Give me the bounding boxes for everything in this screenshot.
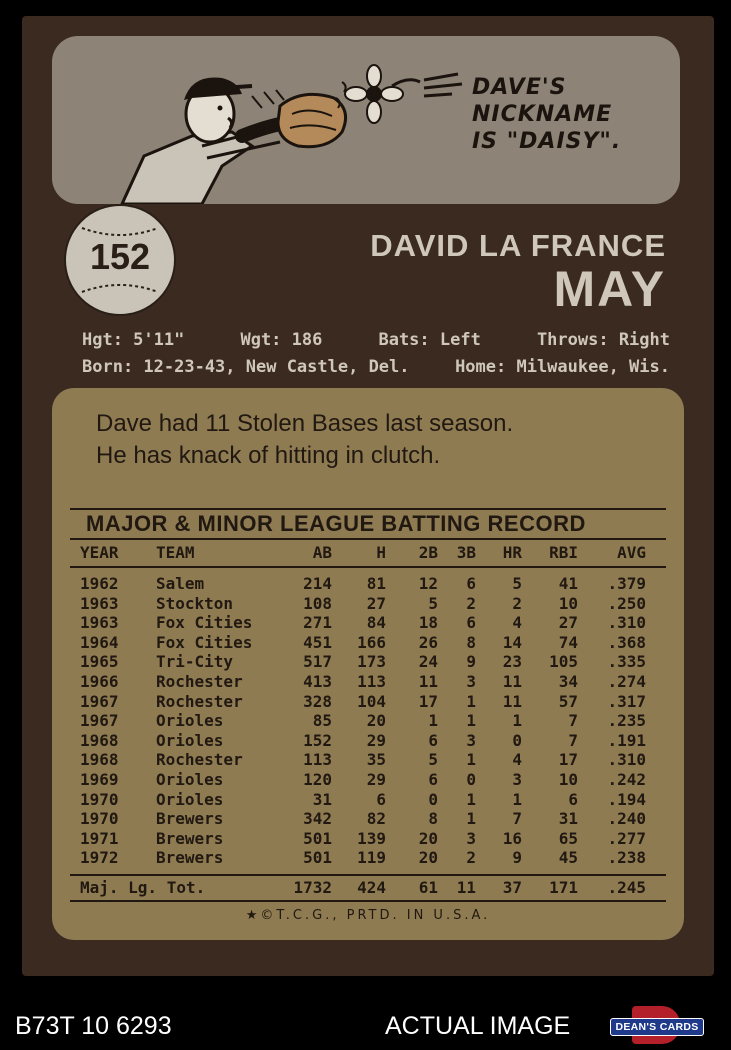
cell-3b: 8 xyxy=(466,632,476,652)
table-row xyxy=(70,652,666,672)
cell-hr: 16 xyxy=(502,828,522,848)
cell-2b: 5 xyxy=(428,750,438,770)
caption-line-1: DAVE'S xyxy=(472,75,567,100)
cell-ab: 517 xyxy=(303,652,332,672)
player-last-name: MAY xyxy=(553,261,666,317)
bats: Bats: Left xyxy=(378,330,481,350)
cell-team: Rochester xyxy=(156,671,243,691)
cell-2b: 26 xyxy=(418,632,438,652)
cell-avg: .194 xyxy=(607,789,646,809)
cell-h: 104 xyxy=(357,691,386,711)
cell-ab: 108 xyxy=(303,593,332,613)
cell-avg: .310 xyxy=(607,613,646,633)
totals-hr: 37 xyxy=(502,877,522,897)
cell-team: Brewers xyxy=(156,828,224,848)
cell-hr: 14 xyxy=(502,632,522,652)
table-row xyxy=(70,731,666,751)
cell-hr: 23 xyxy=(502,652,522,672)
table-row xyxy=(70,574,666,594)
cell-2b: 17 xyxy=(418,691,438,711)
totals-3b: 11 xyxy=(456,877,476,897)
cell-team: Orioles xyxy=(156,789,224,809)
vitals-line-2 xyxy=(82,357,670,377)
cell-year: 1970 xyxy=(80,809,119,829)
cell-rbi: 31 xyxy=(558,809,578,829)
cell-year: 1968 xyxy=(80,730,119,750)
cell-2b: 6 xyxy=(428,769,438,789)
cell-3b: 1 xyxy=(466,750,476,770)
cell-2b: 12 xyxy=(418,574,438,593)
cell-avg: .250 xyxy=(607,593,646,613)
table-row xyxy=(70,711,666,731)
home-info: Home: Milwaukee, Wis. xyxy=(455,357,670,377)
cell-avg: .277 xyxy=(607,828,646,848)
cell-year: 1963 xyxy=(80,593,119,613)
cell-ab: 501 xyxy=(303,828,332,848)
cell-h: 82 xyxy=(366,809,386,829)
cell-rbi: 65 xyxy=(558,828,578,848)
cell-hr: 1 xyxy=(512,711,522,731)
vitals-line-1 xyxy=(82,330,670,350)
cell-rbi: 57 xyxy=(558,691,578,711)
cell-hr: 1 xyxy=(512,789,522,809)
header-avg: AVG xyxy=(617,543,646,562)
table-row xyxy=(70,594,666,614)
cell-h: 6 xyxy=(376,789,386,809)
cell-avg: .242 xyxy=(607,769,646,789)
cell-hr: 11 xyxy=(502,671,522,691)
cell-year: 1969 xyxy=(80,769,119,789)
cell-2b: 20 xyxy=(418,828,438,848)
cell-2b: 5 xyxy=(428,593,438,613)
cell-3b: 2 xyxy=(466,593,476,613)
table-row xyxy=(70,613,666,633)
cell-year: 1965 xyxy=(80,652,119,672)
cell-rbi: 17 xyxy=(558,750,578,770)
cell-rbi: 10 xyxy=(558,593,578,613)
totals-2b: 61 xyxy=(418,877,438,897)
cell-team: Tri-City xyxy=(156,652,234,672)
cell-ab: 120 xyxy=(303,769,332,789)
bio-line-2: He has knack of hitting in clutch. xyxy=(96,442,441,469)
cell-avg: .235 xyxy=(607,711,646,731)
cell-2b: 0 xyxy=(428,789,438,809)
table-row xyxy=(70,809,666,829)
cell-team: Fox Cities xyxy=(156,613,253,633)
totals-row xyxy=(70,874,666,902)
cell-2b: 18 xyxy=(418,613,438,633)
cell-avg: .317 xyxy=(607,691,646,711)
cell-year: 1964 xyxy=(80,632,119,652)
cell-ab: 271 xyxy=(303,613,332,633)
cell-3b: 3 xyxy=(466,730,476,750)
weight: Wgt: 186 xyxy=(240,330,323,350)
cell-hr: 0 xyxy=(512,730,522,750)
cell-rbi: 41 xyxy=(558,574,578,593)
cell-ab: 342 xyxy=(303,809,332,829)
totals-rbi: 171 xyxy=(549,877,578,897)
cell-avg: .368 xyxy=(607,632,646,652)
header-h: H xyxy=(376,543,386,562)
cell-ab: 113 xyxy=(303,750,332,770)
cartoon-panel xyxy=(52,36,680,204)
cell-ab: 413 xyxy=(303,671,332,691)
cell-team: Brewers xyxy=(156,809,224,829)
cell-rbi: 45 xyxy=(558,848,578,868)
actual-image-label: ACTUAL IMAGE xyxy=(385,1012,571,1040)
cell-2b: 24 xyxy=(418,652,438,672)
cell-avg: .240 xyxy=(607,809,646,829)
cell-hr: 4 xyxy=(512,613,522,633)
cell-3b: 6 xyxy=(466,613,476,633)
totals-h: 424 xyxy=(357,877,386,897)
cell-ab: 214 xyxy=(303,574,332,593)
table-row xyxy=(70,672,666,692)
player-first-name: DAVID LA FRANCE xyxy=(370,228,666,263)
table-header-row xyxy=(70,540,666,568)
header-3b: 3B xyxy=(456,543,476,562)
cell-ab: 501 xyxy=(303,848,332,868)
cell-h: 29 xyxy=(366,730,386,750)
table-row xyxy=(70,692,666,712)
cell-avg: .274 xyxy=(607,671,646,691)
cell-h: 27 xyxy=(366,593,386,613)
cell-ab: 85 xyxy=(312,711,332,731)
header-hr: HR xyxy=(502,543,522,562)
cell-3b: 3 xyxy=(466,671,476,691)
header-team: TEAM xyxy=(156,543,195,562)
cell-year: 1970 xyxy=(80,789,119,809)
totals-ab: 1732 xyxy=(293,877,332,897)
cell-h: 29 xyxy=(366,769,386,789)
cell-year: 1962 xyxy=(80,574,119,593)
cell-avg: .191 xyxy=(607,730,646,750)
cell-h: 20 xyxy=(366,711,386,731)
cell-2b: 11 xyxy=(418,671,438,691)
totals-avg: .245 xyxy=(607,877,646,897)
cartoon-caption xyxy=(472,74,672,155)
cell-3b: 1 xyxy=(466,789,476,809)
table-row xyxy=(70,750,666,770)
totals-label: Maj. Lg. Tot. xyxy=(80,877,206,897)
bio-text xyxy=(96,408,656,472)
cell-rbi: 6 xyxy=(568,789,578,809)
daisy-flower-icon xyxy=(345,65,420,123)
cell-h: 166 xyxy=(357,632,386,652)
height: Hgt: 5'11" xyxy=(82,330,185,350)
header-2b: 2B xyxy=(418,543,438,562)
cell-h: 139 xyxy=(357,828,386,848)
cell-year: 1968 xyxy=(80,750,119,770)
cell-rbi: 105 xyxy=(549,652,578,672)
cell-team: Orioles xyxy=(156,730,224,750)
cell-team: Rochester xyxy=(156,750,243,770)
cell-h: 84 xyxy=(366,613,386,633)
cell-hr: 7 xyxy=(512,809,522,829)
cell-h: 35 xyxy=(366,750,386,770)
table-row xyxy=(70,790,666,810)
cell-ab: 31 xyxy=(312,789,332,809)
table-row xyxy=(70,829,666,849)
batting-record-table xyxy=(70,508,666,902)
cell-team: Rochester xyxy=(156,691,243,711)
cell-rbi: 7 xyxy=(568,711,578,731)
cell-year: 1967 xyxy=(80,711,119,731)
header-year: YEAR xyxy=(80,543,119,562)
cell-avg: .310 xyxy=(607,750,646,770)
cell-rbi: 34 xyxy=(558,671,578,691)
cell-avg: .238 xyxy=(607,848,646,868)
cell-hr: 9 xyxy=(512,848,522,868)
cell-ab: 451 xyxy=(303,632,332,652)
cell-hr: 2 xyxy=(512,593,522,613)
cell-3b: 1 xyxy=(466,809,476,829)
copyright-line: ★©T.C.G., PRTD. IN U.S.A. xyxy=(245,908,491,923)
cell-h: 173 xyxy=(357,652,386,672)
table-row xyxy=(70,848,666,868)
cell-3b: 0 xyxy=(466,769,476,789)
bio-line-1: Dave had 11 Stolen Bases last season. xyxy=(96,410,514,437)
cert-number: B73T 10 6293 xyxy=(15,1012,172,1040)
cell-3b: 1 xyxy=(466,711,476,731)
cell-hr: 4 xyxy=(512,750,522,770)
cell-rbi: 10 xyxy=(558,769,578,789)
cell-year: 1972 xyxy=(80,848,119,868)
cell-year: 1966 xyxy=(80,671,119,691)
birth-info: Born: 12-23-43, New Castle, Del. xyxy=(82,357,410,377)
cell-team: Orioles xyxy=(156,711,224,731)
cell-team: Stockton xyxy=(156,593,234,613)
cell-h: 119 xyxy=(357,848,386,868)
cell-team: Orioles xyxy=(156,769,224,789)
cell-avg: .379 xyxy=(607,574,646,593)
cell-3b: 3 xyxy=(466,828,476,848)
cell-2b: 20 xyxy=(418,848,438,868)
table-row xyxy=(70,633,666,653)
cell-h: 81 xyxy=(366,574,386,593)
footer-bar xyxy=(0,1000,731,1050)
cell-hr: 3 xyxy=(512,769,522,789)
baseball-card-back xyxy=(22,16,714,976)
cell-2b: 6 xyxy=(428,730,438,750)
cell-year: 1963 xyxy=(80,613,119,633)
cell-3b: 9 xyxy=(466,652,476,672)
cell-rbi: 7 xyxy=(568,730,578,750)
logo-text: DEAN'S CARDS xyxy=(610,1018,704,1036)
cell-year: 1967 xyxy=(80,691,119,711)
cell-ab: 152 xyxy=(303,730,332,750)
cell-2b: 1 xyxy=(428,711,438,731)
cell-ab: 328 xyxy=(303,691,332,711)
cell-team: Salem xyxy=(156,574,205,593)
header-ab: AB xyxy=(312,543,332,562)
card-number-baseball xyxy=(64,204,176,316)
bio-panel xyxy=(52,388,684,940)
cell-rbi: 74 xyxy=(558,632,578,652)
table-title: MAJOR & MINOR LEAGUE BATTING RECORD xyxy=(70,508,666,540)
cell-hr: 11 xyxy=(502,691,522,711)
caption-line-2: NICKNAME xyxy=(472,102,613,127)
caption-line-3: IS "DAISY". xyxy=(472,129,622,154)
cell-h: 113 xyxy=(357,671,386,691)
card-number: 152 xyxy=(89,236,151,277)
table-row xyxy=(70,770,666,790)
cell-2b: 8 xyxy=(428,809,438,829)
throws: Throws: Right xyxy=(536,330,670,350)
table-body xyxy=(70,568,666,868)
cell-3b: 1 xyxy=(466,691,476,711)
cell-team: Fox Cities xyxy=(156,632,253,652)
cell-3b: 2 xyxy=(466,848,476,868)
cell-year: 1971 xyxy=(80,828,119,848)
cell-avg: .335 xyxy=(607,652,646,672)
cell-rbi: 27 xyxy=(558,613,578,633)
cell-3b: 6 xyxy=(466,574,476,593)
deans-cards-logo xyxy=(610,1006,702,1044)
cell-hr: 5 xyxy=(512,574,522,593)
header-rbi: RBI xyxy=(549,543,578,562)
cell-team: Brewers xyxy=(156,848,224,868)
